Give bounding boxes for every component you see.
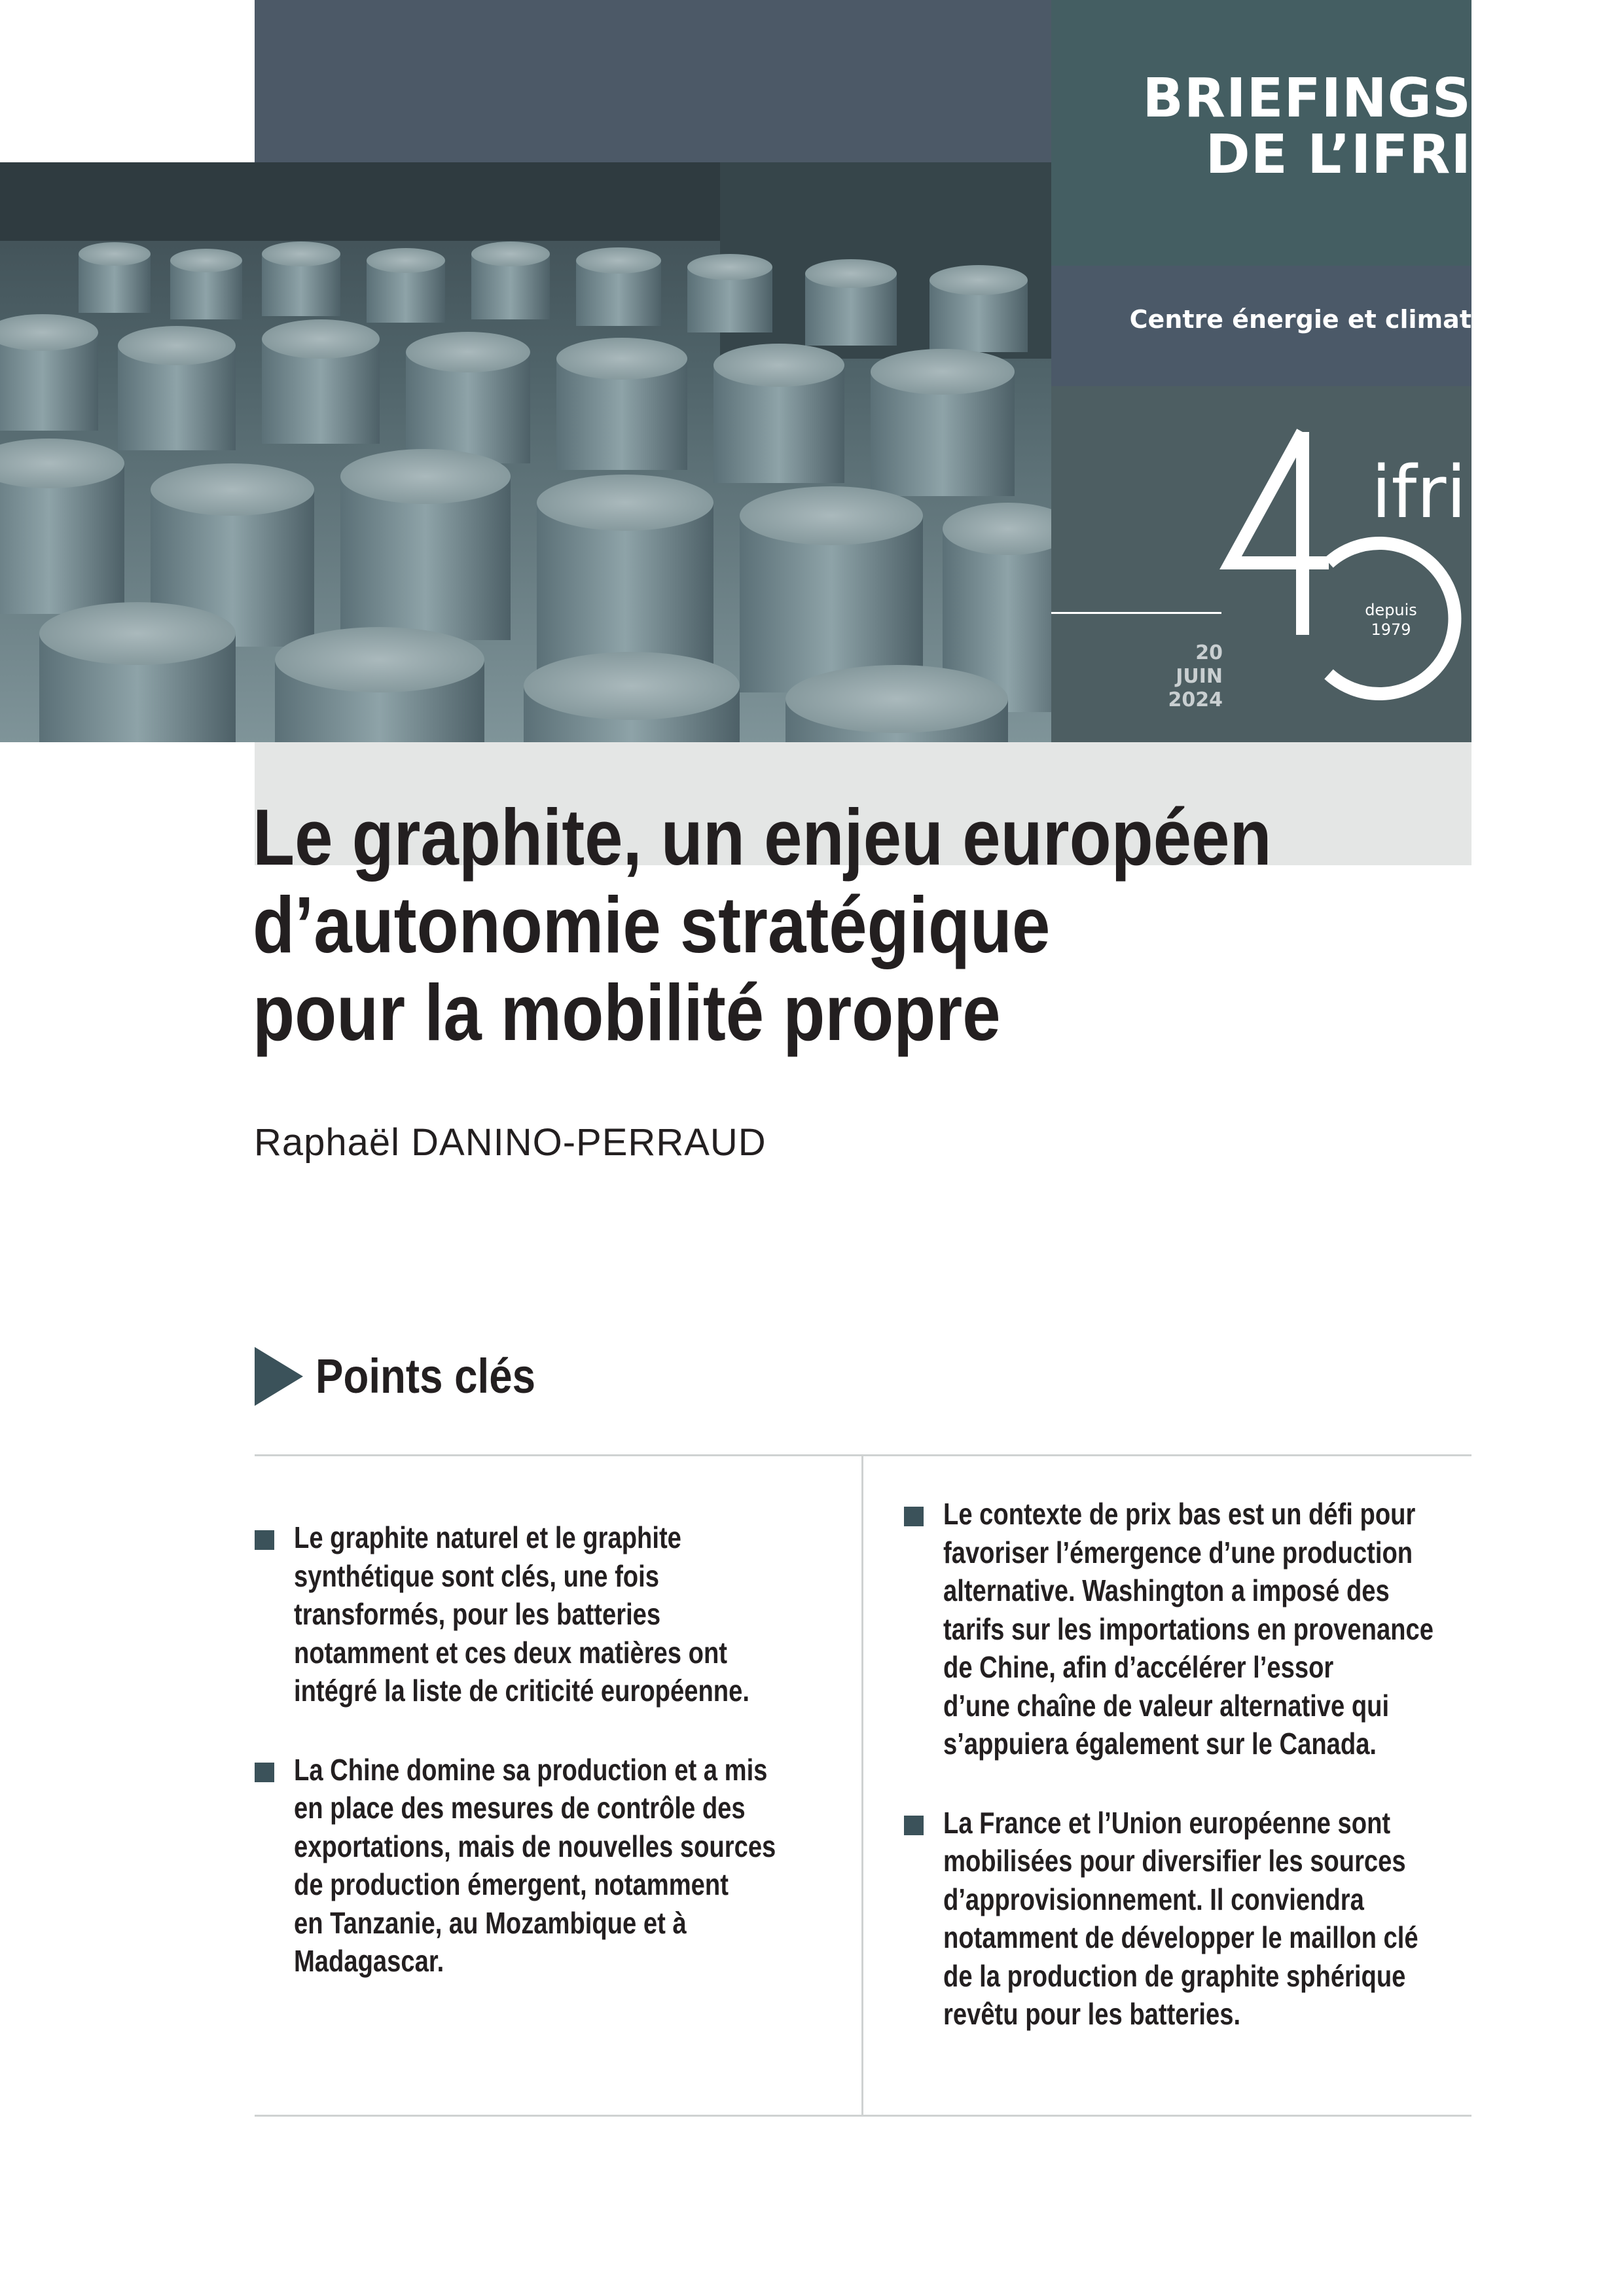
section-triangle-icon [255, 1347, 303, 1406]
key-points-heading: Points clés [316, 1349, 536, 1403]
key-point-item [904, 1495, 1441, 1763]
bullet-square-icon [255, 1530, 274, 1550]
key-points-left-column [255, 1518, 791, 2021]
title-line1: Le graphite, un enjeu européen [253, 793, 1272, 882]
bullet-square-icon [904, 1816, 924, 1835]
author-name: Raphaël DANINO-PERRAUD [254, 1121, 767, 1164]
logo-four-shape [1231, 432, 1329, 563]
key-point-item [255, 1518, 791, 1710]
series-title [1142, 67, 1471, 186]
title-line3: pour la mobilité propre [253, 968, 1001, 1057]
center-name: Centre énergie et climat [1129, 305, 1471, 334]
date-rule [1051, 612, 1221, 614]
series-title-line1: BRIEFINGS [1142, 67, 1471, 130]
logo-ifri-text: ifri [1371, 450, 1467, 534]
column-divider [861, 1454, 863, 2115]
photo-illustration [0, 162, 1051, 742]
key-points-right-column [904, 1495, 1441, 2074]
graphite-blocks-photo [0, 162, 1051, 742]
document-title [253, 793, 1322, 1056]
key-point-text: La Chine domine sa production et a mis en place des mesures de contrôle des exportations, mais de nouvelles sources de production émergent, notamment en Tanzanie, au Mozambique et à Madagascar. [294, 1752, 776, 1978]
key-points-bottom-rule [255, 2115, 1471, 2117]
logo-since-year: 1979 [1371, 620, 1411, 639]
key-point-text: Le graphite naturel et le graphite synthétique sont clés, une fois transformés, pour les batteries notamment et ces deux matières ont intégré la liste de criticité européenne. [294, 1520, 749, 1708]
publication-date [1113, 641, 1223, 712]
ifri-40-logo [1218, 419, 1479, 713]
key-point-text: La France et l’Union européenne sont mobilisées pour diversifier les sources d’approvisionnement. Il conviendra notamment de développer le maillon clé de la production de graphite sphérique revêtu pour les batteries. [943, 1805, 1418, 2031]
title-line2: d’autonomie stratégique [253, 880, 1051, 969]
header-slate-block [255, 0, 1051, 162]
key-point-text: Le contexte de prix bas est un défi pour favoriser l’émergence d’une production alternative. Washington a imposé des tarifs sur les importations en provenance de Chine, afin d’accélérer l’essor d’une chaîne de valeur alternative qui s’appuiera également sur le Canada. [943, 1497, 1434, 1761]
bullet-square-icon [904, 1507, 924, 1526]
logo-since-label: depuis [1365, 601, 1417, 619]
key-point-item [904, 1804, 1441, 2034]
date-year: 2024 [1168, 689, 1223, 711]
key-point-item [255, 1751, 791, 1981]
bullet-square-icon [255, 1763, 274, 1782]
date-day: 20 [1195, 641, 1223, 664]
date-month: JUIN [1176, 665, 1223, 688]
series-title-line2: DE L’IFRI [1205, 124, 1471, 186]
